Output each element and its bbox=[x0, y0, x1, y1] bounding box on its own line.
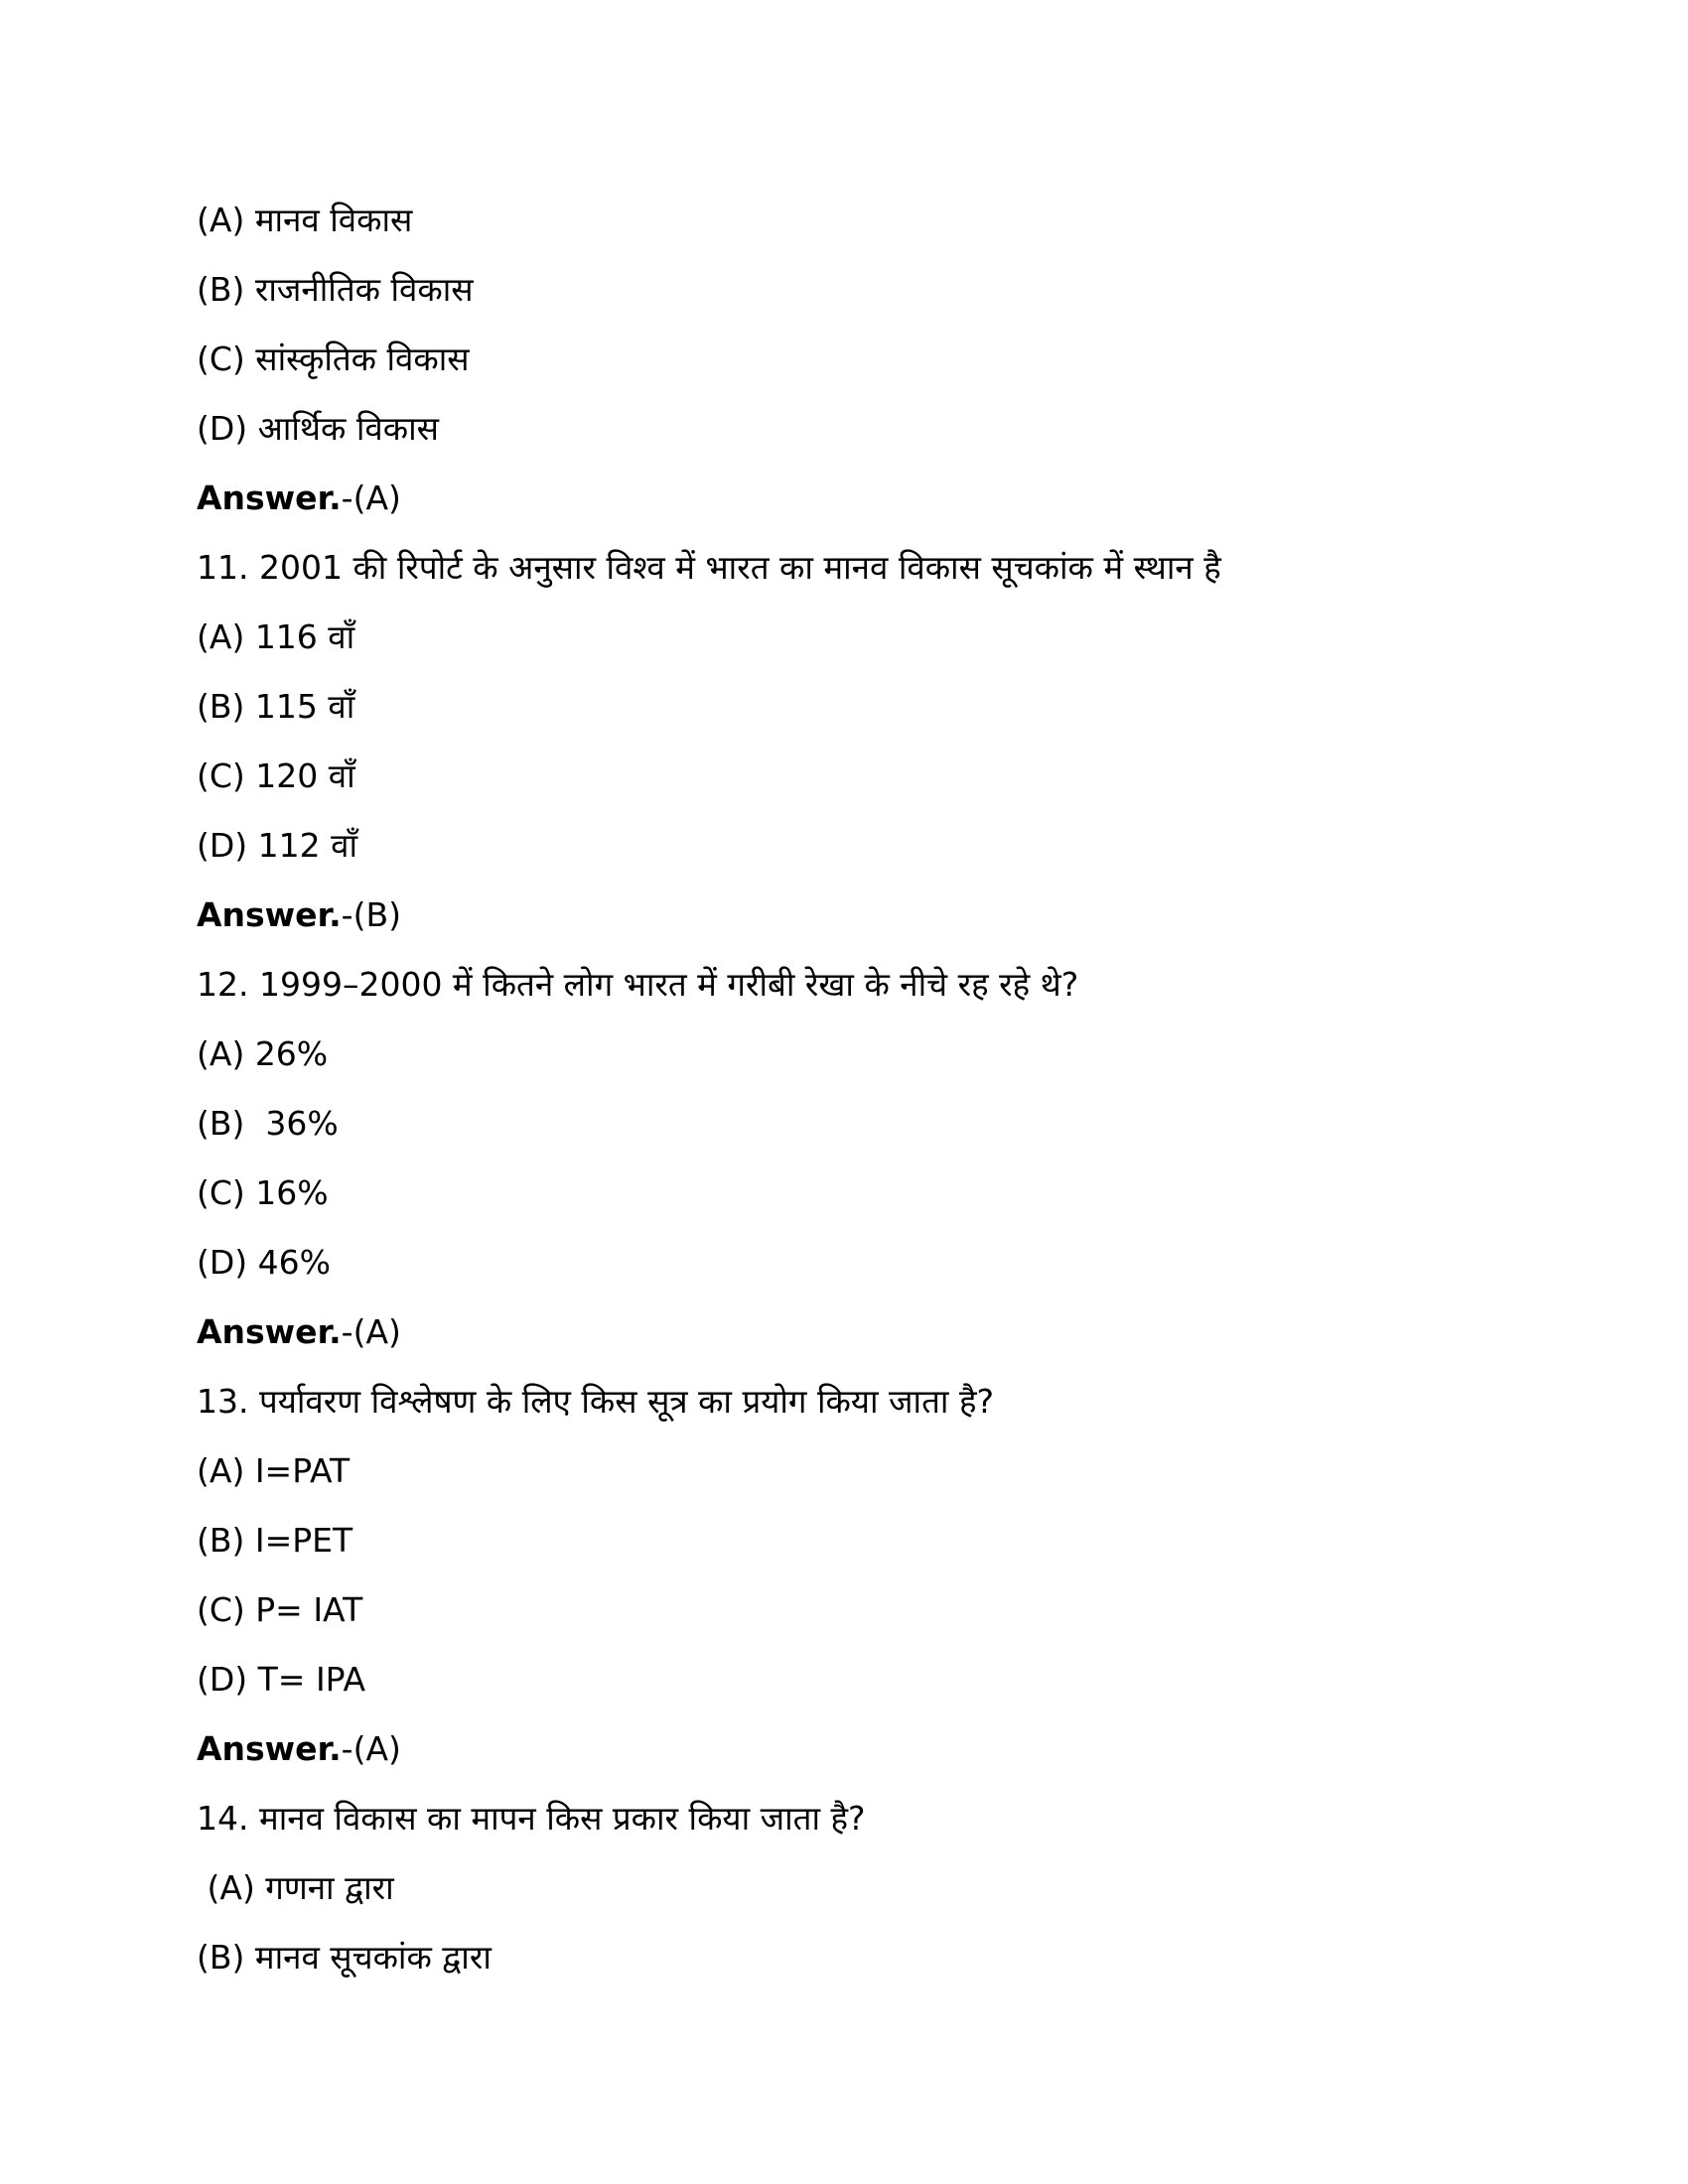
option-text: (B) मानव सूचकांक द्वारा bbox=[197, 1938, 492, 1977]
option-text: (A) I=PAT bbox=[197, 1451, 351, 1490]
option-text: (B) 115 वाँ bbox=[197, 687, 355, 726]
option-text: (C) 16% bbox=[197, 1173, 329, 1212]
option-text: (B) राजनीतिक विकास bbox=[197, 270, 474, 309]
answer-line bbox=[197, 886, 1587, 955]
question-text: 14. मानव विकास का मापन किस प्रकार किया जाता है? bbox=[197, 1799, 866, 1838]
answer-line bbox=[197, 1302, 1587, 1372]
option-text: (A) मानव विकास bbox=[197, 201, 413, 239]
option-text: (C) 120 वाँ bbox=[197, 756, 355, 795]
page-content bbox=[197, 191, 1587, 1997]
option-text: (D) 46% bbox=[197, 1243, 331, 1282]
option-text: (D) 112 वाँ bbox=[197, 826, 358, 865]
option-text: (C) P= IAT bbox=[197, 1590, 363, 1629]
question-text: 11. 2001 की रिपोर्ट के अनुसार विश्व में भारत का मानव विकास सूचकांक में स्थान है bbox=[197, 548, 1221, 587]
option-text: (A) 26% bbox=[197, 1034, 329, 1073]
option-text: (A) गणना द्वारा bbox=[197, 1868, 394, 1907]
option-text: (B) 36% bbox=[197, 1104, 339, 1143]
answer-line bbox=[197, 469, 1587, 538]
answer-line bbox=[197, 1719, 1587, 1789]
answer-label: Answer. bbox=[197, 1729, 342, 1768]
answer-label: Answer. bbox=[197, 478, 342, 517]
question-text: 13. पर्यावरण विश्लेषण के लिए किस सूत्र का प्रयोग किया जाता है? bbox=[197, 1382, 994, 1421]
answer-value: -(A) bbox=[341, 1312, 401, 1351]
question-text: 12. 1999–2000 में कितने लोग भारत में गरीबी रेखा के नीचे रह रहे थे? bbox=[197, 965, 1079, 1004]
answer-label: Answer. bbox=[197, 1312, 342, 1351]
answer-value: -(A) bbox=[341, 478, 401, 517]
option-text: (B) I=PET bbox=[197, 1521, 353, 1560]
option-text: (D) T= IPA bbox=[197, 1660, 366, 1699]
answer-value: -(A) bbox=[341, 1729, 401, 1768]
option-text: (C) सांस्कृतिक विकास bbox=[197, 340, 470, 378]
option-text: (A) 116 वाँ bbox=[197, 617, 355, 656]
option-text: (D) आर्थिक विकास bbox=[197, 409, 439, 448]
answer-label: Answer. bbox=[197, 895, 342, 934]
answer-value: -(B) bbox=[341, 895, 401, 934]
